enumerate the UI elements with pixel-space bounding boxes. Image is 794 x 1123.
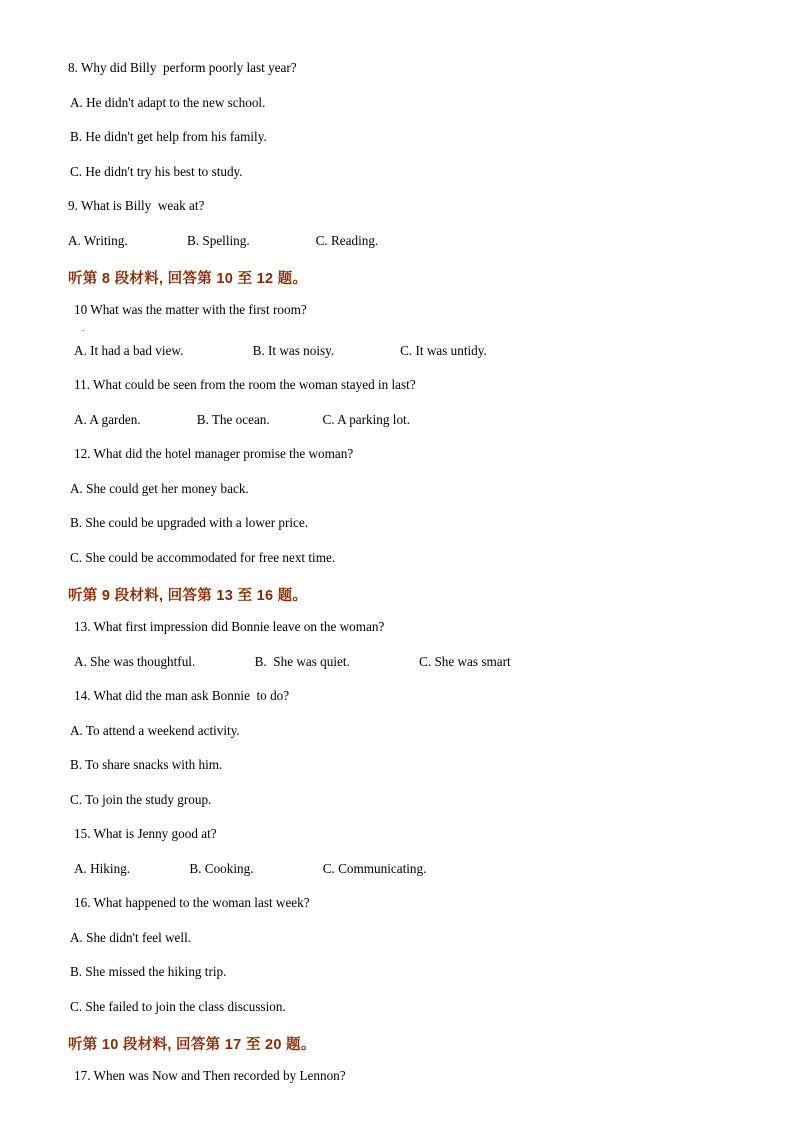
question-9-stem: 9. What is Billy weak at? — [68, 198, 205, 213]
question-15-options: A. Hiking. B. Cooking. C. Communicating. — [74, 860, 427, 876]
question-10-stem: 10 What was the matter with the first room? — [74, 302, 307, 317]
question-12-option-b: B. She could be upgraded with a lower price. — [70, 515, 309, 531]
question-9-options: A. Writing. B. Spelling. C. Reading. — [68, 232, 379, 248]
question-14-option-c: C. To join the study group. — [70, 791, 212, 807]
question-16-option-c: C. She failed to join the class discussion. — [70, 998, 286, 1014]
section-heading-10: 听第 10 段材料, 回答第 17 至 20 题。 — [68, 1037, 316, 1054]
question-17-stem: 17. When was Now and Then recorded by Lennon? — [74, 1068, 346, 1084]
question-11-options: A. A garden. B. The ocean. C. A parking lot. — [74, 411, 411, 427]
question-10-stem-artifact: . — [82, 322, 85, 333]
question-12-stem: 12. What did the hotel manager promise the woman? — [74, 446, 354, 462]
section-heading-9: 听第 9 段材料, 回答第 13 至 16 题。 — [68, 588, 308, 605]
question-15-stem: 15. What is Jenny good at? — [74, 826, 217, 842]
question-10-options: A. It had a bad view. B. It was noisy. C. It was untidy. — [74, 342, 487, 358]
question-12-option-c: C. She could be accommodated for free next time. — [70, 549, 336, 565]
question-12-option-a: A. She could get her money back. — [70, 480, 249, 496]
question-16-stem: 16. What happened to the woman last week? — [74, 895, 310, 911]
question-8-option-b: B. He didn't get help from his family. — [70, 129, 267, 144]
question-13-options: A. She was thoughtful. B. She was quiet. C. She was smart — [74, 653, 511, 669]
question-16-option-b: B. She missed the hiking trip. — [70, 964, 227, 980]
section-heading-8: 听第 8 段材料, 回答第 10 至 12 题。 — [68, 271, 308, 287]
question-14-option-a: A. To attend a weekend activity. — [70, 722, 240, 738]
question-8-option-c: C. He didn't try his best to study. — [70, 163, 243, 179]
question-8-stem: 8. Why did Billy perform poorly last year? — [68, 60, 297, 75]
question-13-stem: 13. What first impression did Bonnie leave on the woman? — [74, 619, 385, 635]
question-8-option-a: A. He didn't adapt to the new school. — [70, 94, 266, 110]
question-14-stem: 14. What did the man ask Bonnie to do? — [74, 688, 290, 704]
question-14-option-b: B. To share snacks with him. — [70, 757, 223, 773]
question-11-stem: 11. What could be seen from the room the woman stayed in last? — [74, 377, 416, 393]
question-16-option-a: A. She didn't feel well. — [70, 929, 192, 945]
